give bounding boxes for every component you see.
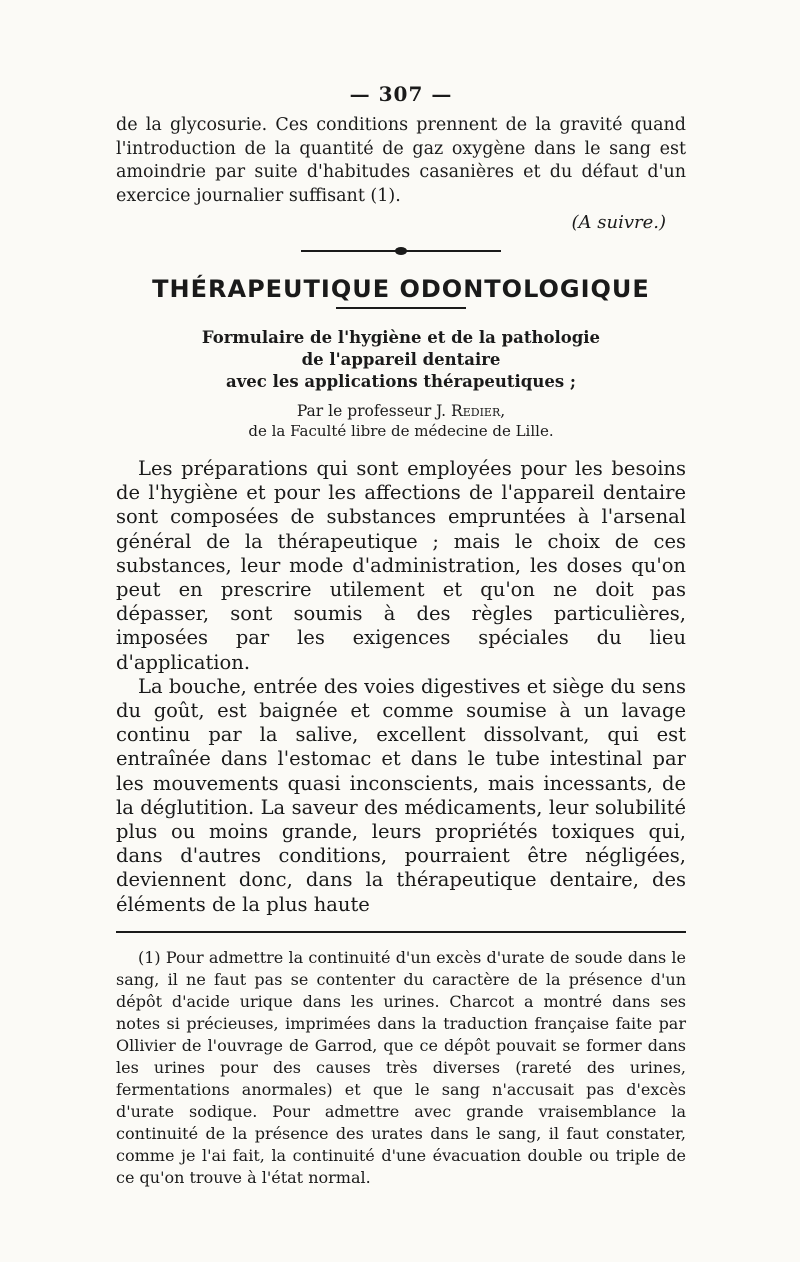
author-affiliation: de la Faculté libre de médecine de Lille. [248, 422, 554, 440]
section-title: THÉRAPEUTIQUE ODONTOLOGIQUE [152, 275, 650, 303]
author-prefix: Par le professeur J. [296, 402, 447, 420]
article-title-line-3: avec les applications thérapeutiques ; [226, 372, 576, 391]
ornamental-rule [301, 247, 501, 255]
author-name: Redier, [451, 402, 506, 420]
article-title-line-2: de l'appareil dentaire [301, 350, 501, 369]
opening-paragraph: de la glycosurie. Ces conditions prennent de la gravité quand l'introduction de la quantité de gaz oxygène dans le sang est amoindrie par suite d'habitudes casanières et du défaut d'un exercice journalier suffisant (1). [116, 115, 686, 206]
body-paragraph-2: La bouche, entrée des voies digestives et siège du sens du goût, est baignée et comme soumise à un lavage continu par la salive, excellent dissolvant, qui est entraînée dans l'estomac et dans le tube intestinal par les mouvements quasi inconscients, mais incessants, de la déglutition. La saveur des médicaments, leur solubilité plus ou moins grande, leurs propriétés toxiques qui, dans d'autres conditions, pourraient être négligées, deviennent donc, dans la thérapeutique dentaire, des éléments de la plus haute [116, 674, 686, 916]
document-page [116, 82, 686, 1189]
rule-ornament-icon [395, 247, 407, 255]
section-rule [336, 307, 466, 309]
footnote: (1) Pour admettre la continuité d'un excès d'urate de soude dans le sang, il ne faut pas se contenter du caractère de la présence d'un dépôt d'acide urique dans les urines. Charcot a montré dans ses notes si précieuses, imprimées dans la traduction française faite par Ollivier de l'ouvrage de Garrod, que ce dépôt pouvait se former dans les urines pour des causes très diverses (rareté des urines, fermentations anormales) et que le sang n'accusait pas d'excès d'urate sodique. Pour admettre avec grande vraisemblance la continuité de la présence des urates dans le sang, il faut constater, comme je l'ai fait, la continuité d'une évacuation double ou triple de ce qu'on trouve à l'état normal. [116, 947, 686, 1187]
footnote-rule [116, 931, 686, 933]
byline [116, 401, 686, 421]
body-paragraph-1: Les préparations qui sont employées pour les besoins de l'hygiène et pour les affections de l'appareil dentaire sont composées de substances empruntées à l'arsenal général de la thérapeutique ; mais le choix de ces substances, leur mode d'administration, les doses qu'on peut en prescrire utilement et qu'on ne doit pas dépasser, sont soumis à des règles particulières, imposées par les exigences spéciales du lieu d'application. [116, 457, 686, 674]
article-title-line-1: Formulaire de l'hygiène et de la pathologie [201, 328, 601, 347]
page-number: — 307 — [349, 82, 453, 106]
to-be-continued: (A suivre.) [571, 212, 666, 233]
